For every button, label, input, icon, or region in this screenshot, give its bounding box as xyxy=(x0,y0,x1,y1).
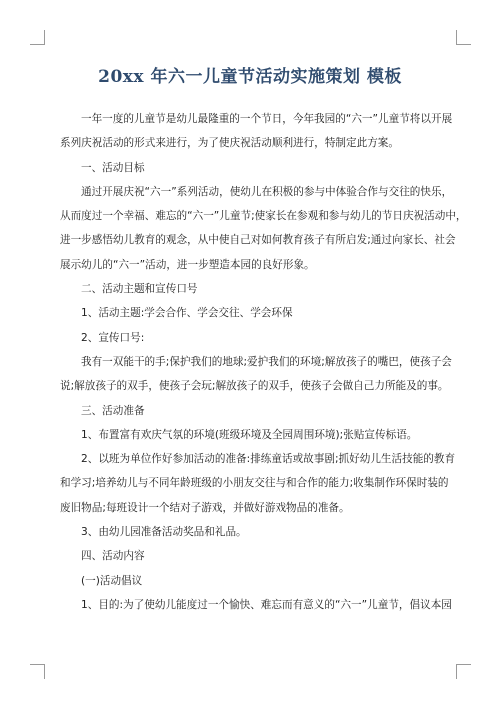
text-line: 2、宣传口号: xyxy=(81,331,145,344)
text-line: 二、活动主题和宣传口号 xyxy=(81,283,198,296)
text-line: 1、目的:为了使幼儿能度过一个愉快、难忘而有意义的“六一”儿童节，倡议本园 xyxy=(81,598,452,611)
text-line: 3、由幼儿园准备活动奖品和礼品。 xyxy=(81,526,247,539)
text-line: 四、活动内容 xyxy=(81,550,145,563)
crop-mark-top-right xyxy=(456,30,471,45)
text-line: (一)活动倡议 xyxy=(81,574,143,587)
text-line: 一、活动目标 xyxy=(81,161,145,174)
text-line: 1、布置富有欢庆气氛的环境(班级环境及全园周围环境);张贴宣传标语。 xyxy=(81,428,418,441)
text-line: 通过开展庆祝“六一”系列活动，使幼儿在积极的参与中体验合作与交往的快乐， xyxy=(81,185,453,198)
text-line: 一年一度的儿童节是幼儿最隆重的一个节日，今年我园的“六一”儿童节将以开展 xyxy=(81,113,453,125)
text-line: 和学习;培养幼儿与不同年龄班级的小朋友交往与和合作的能力;收集制作环保时装的 xyxy=(60,477,449,490)
text-line: 废旧物品;每班设计一个结对子游戏，并做好游戏物品的准备。 xyxy=(60,501,350,514)
text-line: 进一步感悟幼儿教育的观念，从中使自己对如何教育孩子有所启发;通过向家长、社会 xyxy=(60,234,456,247)
text-line: 说;解放孩子的双手，使孩子会玩;解放孩子的双手，使孩子会做自己力所能及的事。 xyxy=(60,380,449,393)
crop-mark-bottom-right xyxy=(456,664,471,679)
text-line: 2、以班为单位作好参加活动的准备:排练童话或故事剧;抓好幼儿生活技能的教育 xyxy=(81,453,456,466)
document-body xyxy=(60,107,467,617)
text-line: 展示幼儿的“六一”活动，进一步塑造本园的良好形象。 xyxy=(60,258,315,271)
text-line: 我有一双能干的手;保护我们的地球;爱护我们的环境;解放孩子的嘴巴，使孩子会 xyxy=(81,355,452,368)
text-line: 从而度过一个幸福、难忘的“六一”儿童节;使家长在参观和参与幼儿的节日庆祝活动中， xyxy=(60,210,467,223)
text-line: 三、活动准备 xyxy=(81,404,145,417)
crop-mark-top-left xyxy=(30,30,45,45)
text-line: 1、活动主题:学会合作、学会交往、学会环保 xyxy=(81,307,293,320)
document-title: 20xx 年六一儿童节活动实施策划 模板 xyxy=(98,67,402,87)
crop-mark-bottom-left xyxy=(30,664,45,679)
text-line: 系列庆祝活动的形式来进行，为了使庆祝活动顺利进行，特制定此方案。 xyxy=(60,137,399,150)
